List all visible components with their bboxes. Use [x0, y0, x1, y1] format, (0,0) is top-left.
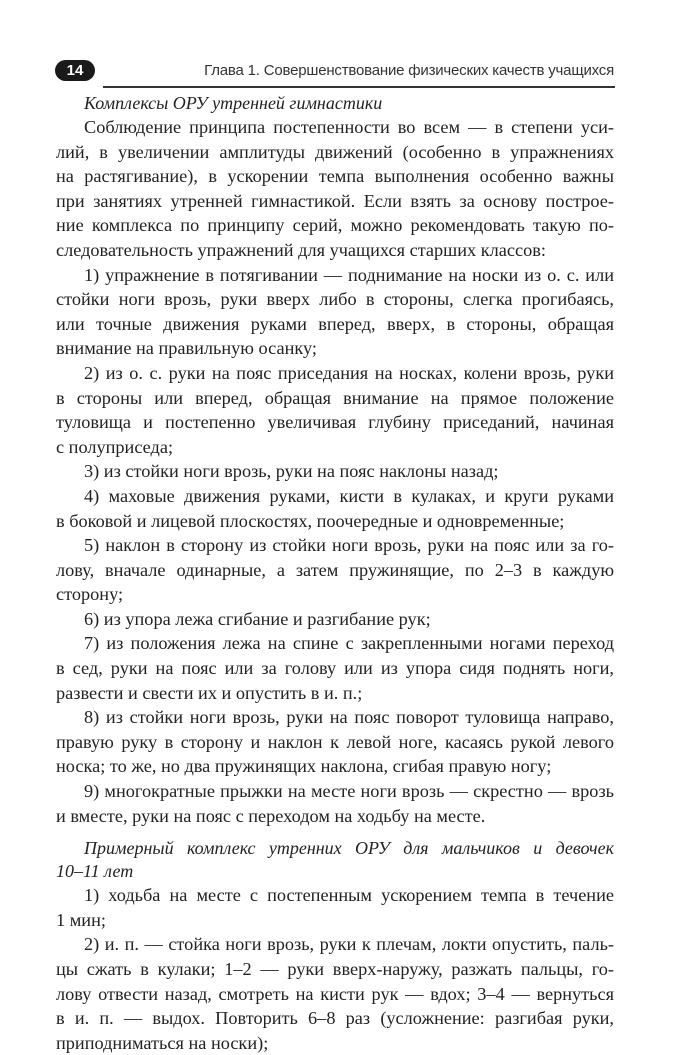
text-line: лову отвести назад, смотреть на кисти рук — вдох; 3–4 — вернуться: [56, 983, 614, 1004]
paragraph: [56, 607, 614, 632]
section-gap: [56, 828, 614, 837]
text-line: 1 мин;: [56, 909, 106, 930]
paragraph: [56, 361, 614, 459]
text-line: на растягивание), в ускорении темпа выполнения особенно важны: [56, 166, 614, 187]
section-heading-cont: 10–11 лет: [56, 861, 134, 882]
paragraph: [56, 932, 614, 1055]
text-line: приподниматься на носки);: [56, 1032, 269, 1053]
text-line: 6) из упора лежа сгибание и разгибание рук;: [84, 608, 431, 629]
text-line: с полуприседа;: [56, 436, 174, 457]
text-line: носка; то же, но два пружинящих наклона, сгибая правую ногу;: [56, 756, 552, 777]
text-line: 1) упражнение в потягивании — поднимание на носки из о. с. или: [84, 264, 614, 285]
text-line: в и. п. — выдох. Повторить 6–8 раз (усложнение: разгибая руки,: [56, 1008, 614, 1029]
paragraph: [56, 631, 614, 705]
text-line: туловища и постепенно увеличивая глубину приседаний, начиная: [56, 412, 614, 433]
text-line: в сед, руки на пояс или за голову или из упора сидя поднять ноги,: [56, 658, 614, 679]
text-line: следовательность упражнений для учащихся старших классов:: [56, 239, 546, 260]
text-line: сторону;: [56, 584, 124, 605]
text-line: развести и свести их и опустить в и. п.;: [56, 682, 363, 703]
text-line: лий, в увеличении амплитуды движений (особенно в упражнениях: [56, 141, 614, 162]
paragraph: [56, 484, 614, 533]
page-body: [56, 92, 614, 1055]
paragraph: [56, 115, 614, 263]
text-line: 7) из положения лежа на спине с закрепленными ногами переход: [84, 633, 614, 654]
paragraph: [56, 883, 614, 932]
text-line: 2) и. п. — стойка ноги врозь, руки к плечам, локти опустить, паль-: [84, 934, 614, 955]
paragraph: [56, 459, 614, 484]
text-line: 2) из о. с. руки на пояс приседания на носках, колени врозь, руки: [84, 362, 614, 383]
text-line: 5) наклон в сторону из стойки ноги врозь, руки на пояс или за го-: [84, 535, 614, 556]
paragraph: [56, 705, 614, 779]
header-rule: [103, 86, 615, 88]
paragraph: [56, 779, 614, 828]
paragraph: [56, 533, 614, 607]
text-line: Соблюдение принципа постепенности во всем — в степени уси-: [84, 117, 614, 137]
text-line: или точные движения руками вперед, вверх, в стороны, обращая: [56, 313, 614, 334]
text-line: в боковой и лицевой плоскостях, поочередные и одновременные;: [56, 510, 565, 531]
text-line: стойки ноги врозь, руки вверх либо в стороны, слегка прогибаясь,: [56, 289, 614, 310]
section-heading: Примерный комплекс утренних ОРУ для мальчиков и девочек: [84, 838, 614, 859]
paragraph: [56, 263, 614, 361]
text-line: внимание на правильную осанку;: [56, 338, 317, 359]
text-line: цы сжать в кулаки; 1–2 — руки вверх-наружу, разжать пальцы, го-: [56, 959, 614, 979]
text-line: при занятиях утренней гимнастикой. Если взять за основу построе-: [56, 190, 614, 211]
section-2-body: [56, 883, 614, 1055]
text-line: лову, вначале одинарные, а затем пружинящие, по 2–3 в каждую: [56, 559, 614, 580]
text-line: 4) маховые движения руками, кисти в кулаках, и круги руками: [84, 485, 614, 506]
section-1-body: [56, 115, 614, 828]
text-line: 8) из стойки ноги врозь, руки на пояс поворот туловища направо,: [84, 707, 614, 728]
text-line: 9) многократные прыжки на месте ноги врозь — скрестно — врозь: [84, 781, 614, 802]
text-line: в стороны или вперед, обращая внимание на прямое положение: [56, 387, 614, 408]
text-line: и вместе, руки на пояс с переходом на ходьбу на месте.: [56, 805, 486, 826]
section-heading: Комплексы ОРУ утренней гимнастики: [84, 93, 383, 113]
running-header: Глава 1. Совершенствование физических качеств учащихся: [204, 62, 614, 79]
text-line: 1) ходьба на месте с постепенным ускорением темпа в течение: [84, 885, 614, 906]
text-line: ние комплекса по принципу серий, можно рекомендовать такую по-: [56, 215, 614, 236]
page-number: 14: [55, 60, 95, 81]
text-line: правую руку в сторону и наклон к левой ноге, касаясь рукой левого: [56, 731, 614, 752]
text-line: 3) из стойки ноги врозь, руки на пояс наклоны назад;: [84, 461, 499, 482]
